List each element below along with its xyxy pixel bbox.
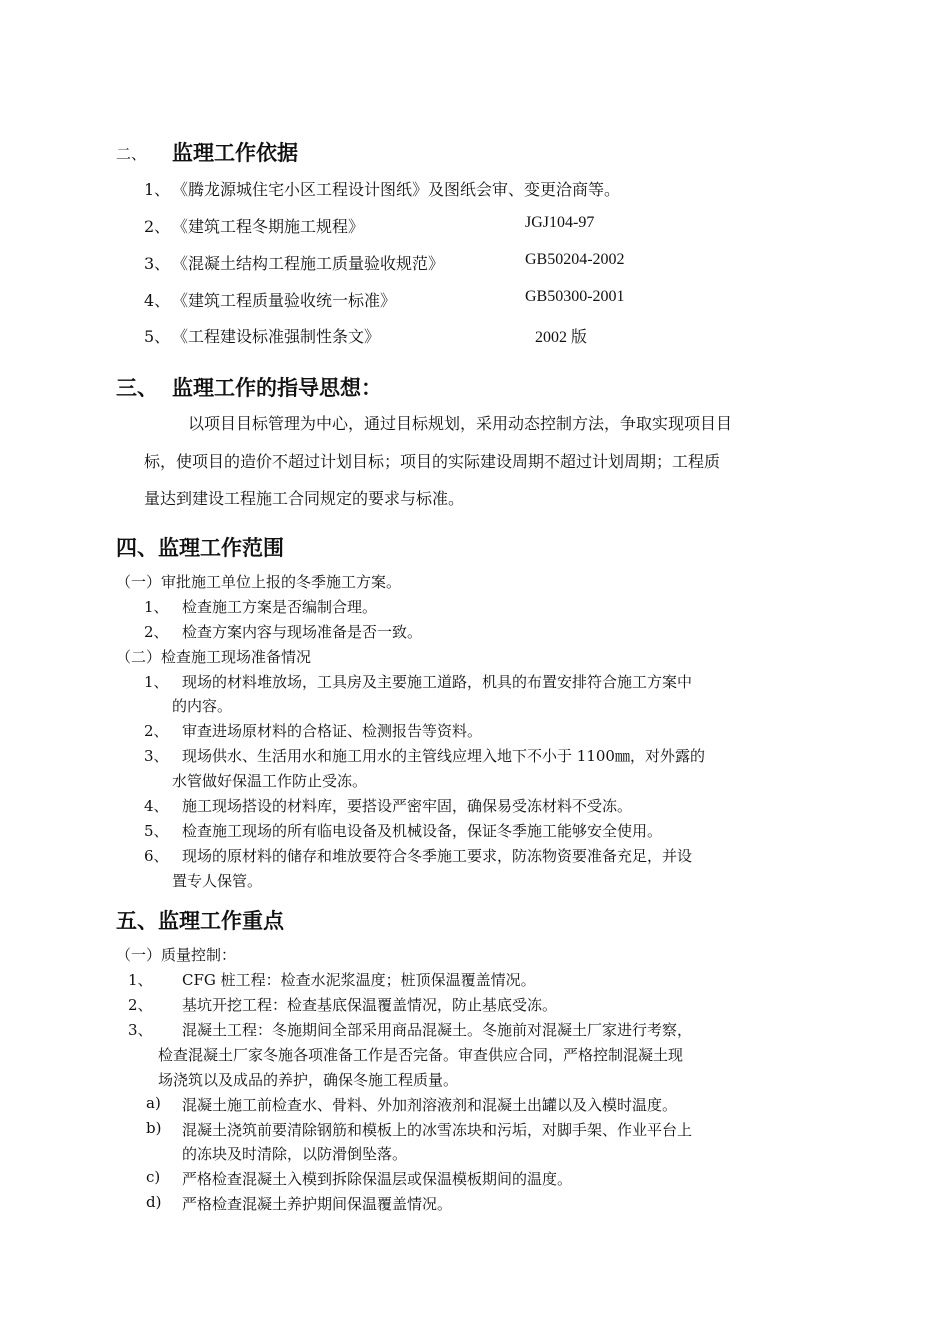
basis-item-5-number: 5、 xyxy=(144,327,171,346)
basis-item-2-code: JGJ104-97 xyxy=(525,214,595,231)
section-5-title: 五、监理工作重点 xyxy=(116,908,284,933)
basis-item-3-code: GB50204-2002 xyxy=(525,251,625,268)
section-4-title: 四、监理工作范围 xyxy=(116,535,284,560)
focus-item-1-text: CFG 桩工程：检查水泥浆温度；桩顶保温覆盖情况。 xyxy=(182,971,536,989)
basis-item-4-text: 《建筑工程质量验收统一标准》 xyxy=(172,291,397,310)
focus-letter-b-label: b) xyxy=(146,1119,162,1137)
scope-2-item-1-text: 现场的材料堆放场，工具房及主要施工道路，机具的布置安排符合施工方案中 xyxy=(182,673,693,691)
focus-letter-a-text: 混凝土施工前检查水、骨料、外加剂溶液剂和混凝土出罐以及入模时温度。 xyxy=(182,1096,678,1114)
focus-subheading-1: （一）质量控制： xyxy=(116,946,237,964)
scope-subheading-1: （一）审批施工单位上报的冬季施工方案。 xyxy=(116,573,402,591)
scope-2-item-6-text-cont: 置专人保管。 xyxy=(172,872,263,890)
focus-item-3-text-cont-2: 场浇筑以及成品的养护，确保冬施工程质量。 xyxy=(158,1071,459,1089)
scope-1-item-2-number: 2、 xyxy=(144,623,169,641)
basis-item-2-number: 2、 xyxy=(144,217,171,236)
scope-2-item-3-text: 现场供水、生活用水和施工用水的主管线应埋入地下不小于 1100㎜，对外露的 xyxy=(182,747,705,765)
scope-2-item-5-text: 检查施工现场的所有临电设备及机械设备，保证冬季施工能够安全使用。 xyxy=(182,822,663,840)
focus-letter-a-label: a) xyxy=(146,1094,161,1112)
scope-2-item-2-text: 审查进场原材料的合格证、检测报告等资料。 xyxy=(182,722,483,740)
guiding-paragraph-line-2: 标，使项目的造价不超过计划目标；项目的实际建设周期不超过计划周期；工程质 xyxy=(144,452,721,471)
section-3-number: 三、 xyxy=(116,375,158,400)
focus-item-2-text: 基坑开挖工程：检查基底保温覆盖情况，防止基底受冻。 xyxy=(182,996,558,1014)
scope-2-item-2-number: 2、 xyxy=(144,722,169,740)
basis-item-3-text: 《混凝土结构工程施工质量验收规范》 xyxy=(172,254,445,273)
scope-2-item-5-number: 5、 xyxy=(144,822,169,840)
basis-item-1-text: 《腾龙源城住宅小区工程设计图纸》及图纸会审、变更洽商等。 xyxy=(172,180,621,199)
focus-item-2-number: 2、 xyxy=(128,996,153,1014)
focus-letter-b-text-cont: 的冻块及时清除，以防滑倒坠落。 xyxy=(182,1145,408,1163)
guiding-paragraph-line-1: 以项目目标管理为中心，通过目标规划，采用动态控制方法，争取实现项目目 xyxy=(188,414,733,433)
basis-item-5-text: 《工程建设标准强制性条文》 xyxy=(172,327,381,346)
scope-1-item-1-text: 检查施工方案是否编制合理。 xyxy=(182,598,378,616)
focus-item-3-text-cont-1: 检查混凝土厂家冬施各项准备工作是否完备。审查供应合同，严格控制混凝土现 xyxy=(158,1046,684,1064)
scope-2-item-4-number: 4、 xyxy=(144,797,169,815)
focus-item-1-number: 1、 xyxy=(128,971,153,989)
basis-item-1-number: 1、 xyxy=(144,180,171,199)
scope-2-item-6-number: 6、 xyxy=(144,847,169,865)
basis-item-3-number: 3、 xyxy=(144,254,171,273)
section-3-title: 监理工作的指导思想： xyxy=(172,375,382,400)
guiding-paragraph-line-3: 量达到建设工程施工合同规定的要求与标准。 xyxy=(144,489,465,508)
focus-letter-c-label: c) xyxy=(146,1168,161,1186)
scope-1-item-1-number: 1、 xyxy=(144,598,169,616)
basis-item-4-code: GB50300-2001 xyxy=(525,288,625,305)
focus-letter-d-text: 严格检查混凝土养护期间保温覆盖情况。 xyxy=(182,1195,453,1213)
section-2-number: 二、 xyxy=(116,145,147,163)
scope-subheading-2: （二）检查施工现场准备情况 xyxy=(116,648,312,666)
basis-item-2-text: 《建筑工程冬期施工规程》 xyxy=(172,217,365,236)
section-2-title: 监理工作依据 xyxy=(172,140,298,165)
scope-2-item-3-number: 3、 xyxy=(144,747,169,765)
scope-2-item-1-number: 1、 xyxy=(144,673,169,691)
focus-letter-d-label: d) xyxy=(146,1193,162,1211)
focus-letter-b-text: 混凝土浇筑前要清除钢筋和模板上的冰雪冻块和污垢，对脚手架、作业平台上 xyxy=(182,1121,693,1139)
basis-item-4-number: 4、 xyxy=(144,291,171,310)
focus-item-3-number: 3、 xyxy=(128,1021,153,1039)
scope-2-item-4-text: 施工现场搭设的材料库，要搭设严密牢固，确保易受冻材料不受冻。 xyxy=(182,797,633,815)
scope-2-item-6-text: 现场的原材料的储存和堆放要符合冬季施工要求，防冻物资要准备充足，并设 xyxy=(182,847,693,865)
focus-item-3-text: 混凝土工程：冬施期间全部采用商品混凝土。冬施前对混凝土厂家进行考察， xyxy=(182,1021,693,1039)
scope-2-item-3-text-cont: 水管做好保温工作防止受冻。 xyxy=(172,772,368,790)
basis-item-5-code: 2002 版 xyxy=(535,329,588,346)
scope-2-item-1-text-cont: 的内容。 xyxy=(172,697,233,715)
focus-letter-c-text: 严格检查混凝土入模到拆除保温层或保温模板期间的温度。 xyxy=(182,1170,573,1188)
scope-1-item-2-text: 检查方案内容与现场准备是否一致。 xyxy=(182,623,423,641)
